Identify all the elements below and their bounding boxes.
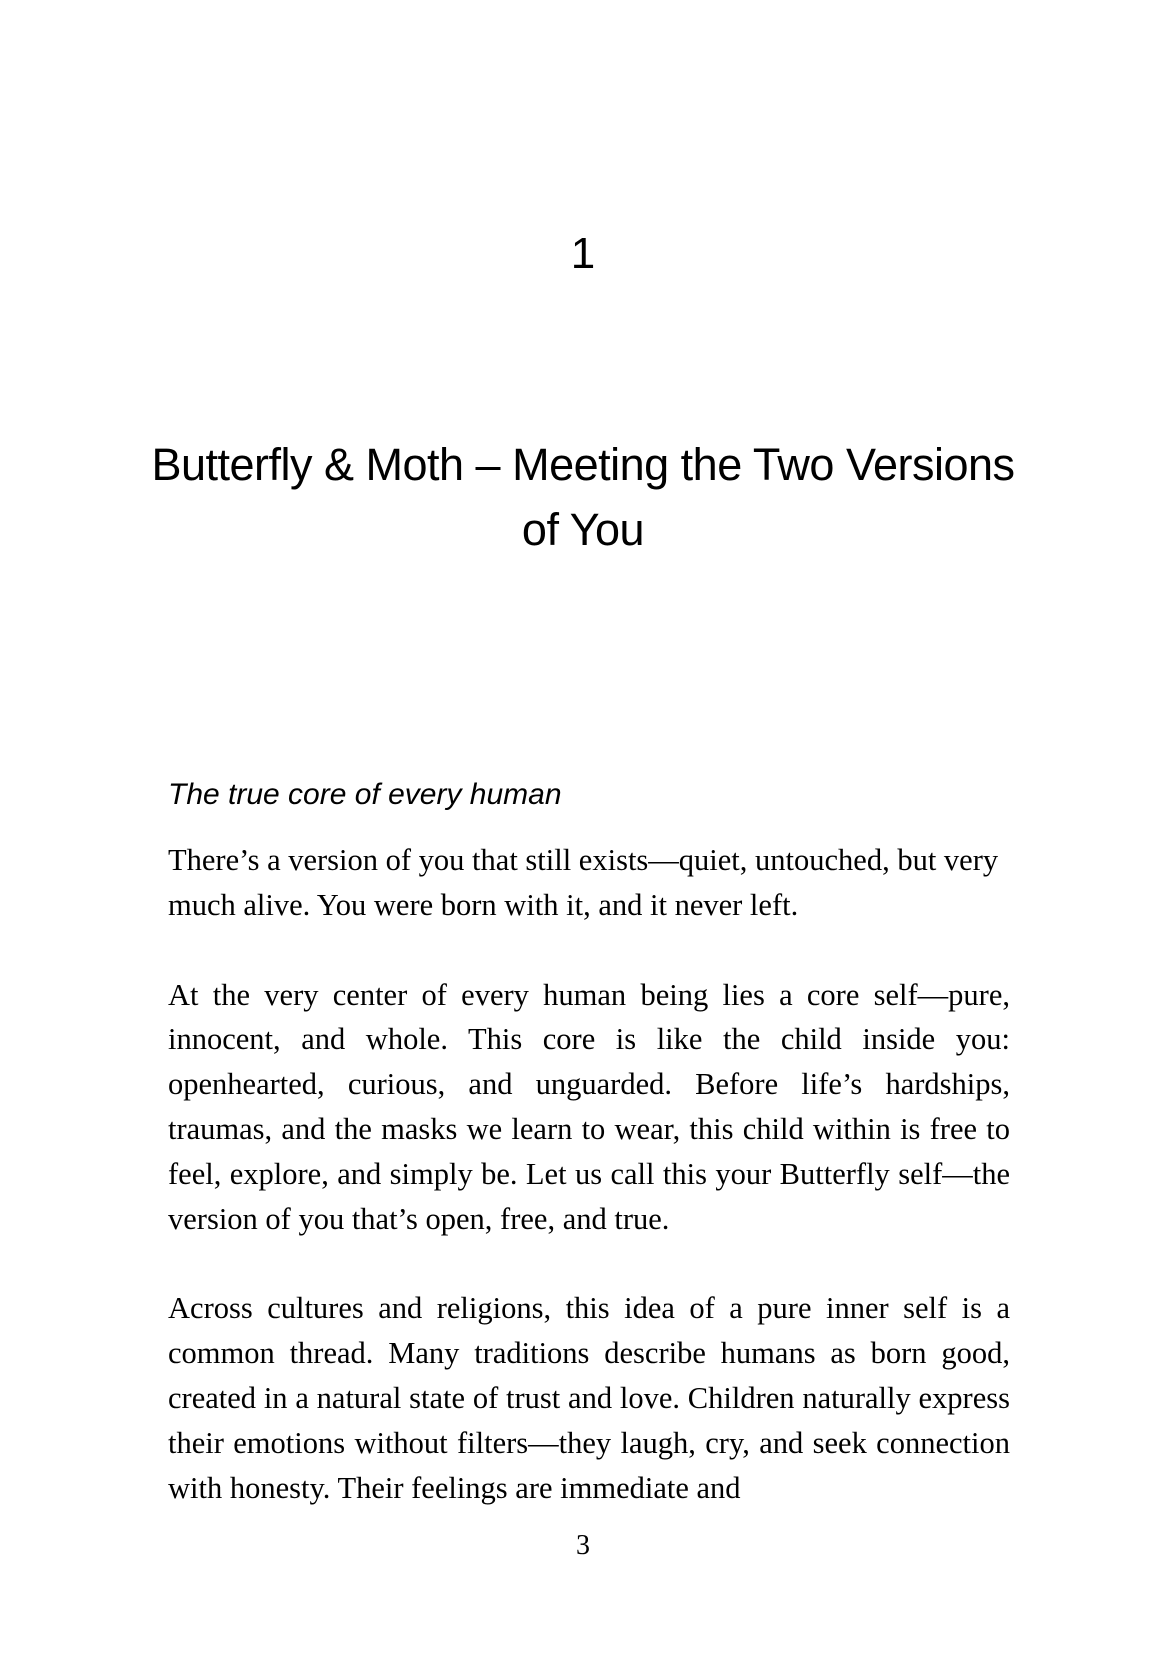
section-heading: The true core of every human [168,778,562,811]
chapter-number: 1 [570,229,596,278]
chapter-body [168,774,1010,1555]
paragraph: Across cultures and religions, this idea of a pure inner self is a common thread. Many traditions describe humans as born good, created in a natural state of trust and love. Children naturally express their emotions without filters—they laugh, cry, and seek connection with honesty. Their feelings are immediate and [168,1291,1010,1505]
paragraph: There’s a version of you that still exists—quiet, untouched, but very much alive. You were born with it, and it never left. [168,843,999,922]
chapter-title: Butterfly & Moth – Meeting the Two Versions of You [151,439,1015,555]
page-number: 3 [576,1530,590,1561]
paragraph: At the very center of every human being lies a core self—pure, innocent, and whole. This core is like the child inside you: openhearted, curious, and unguarded. Before life’s hardships, traumas, and the masks we learn to wear, this child within is free to feel, explore, and simply be. Let us call this your Butterfly self—the version of you that’s open, free, and true. [168,977,1010,1236]
